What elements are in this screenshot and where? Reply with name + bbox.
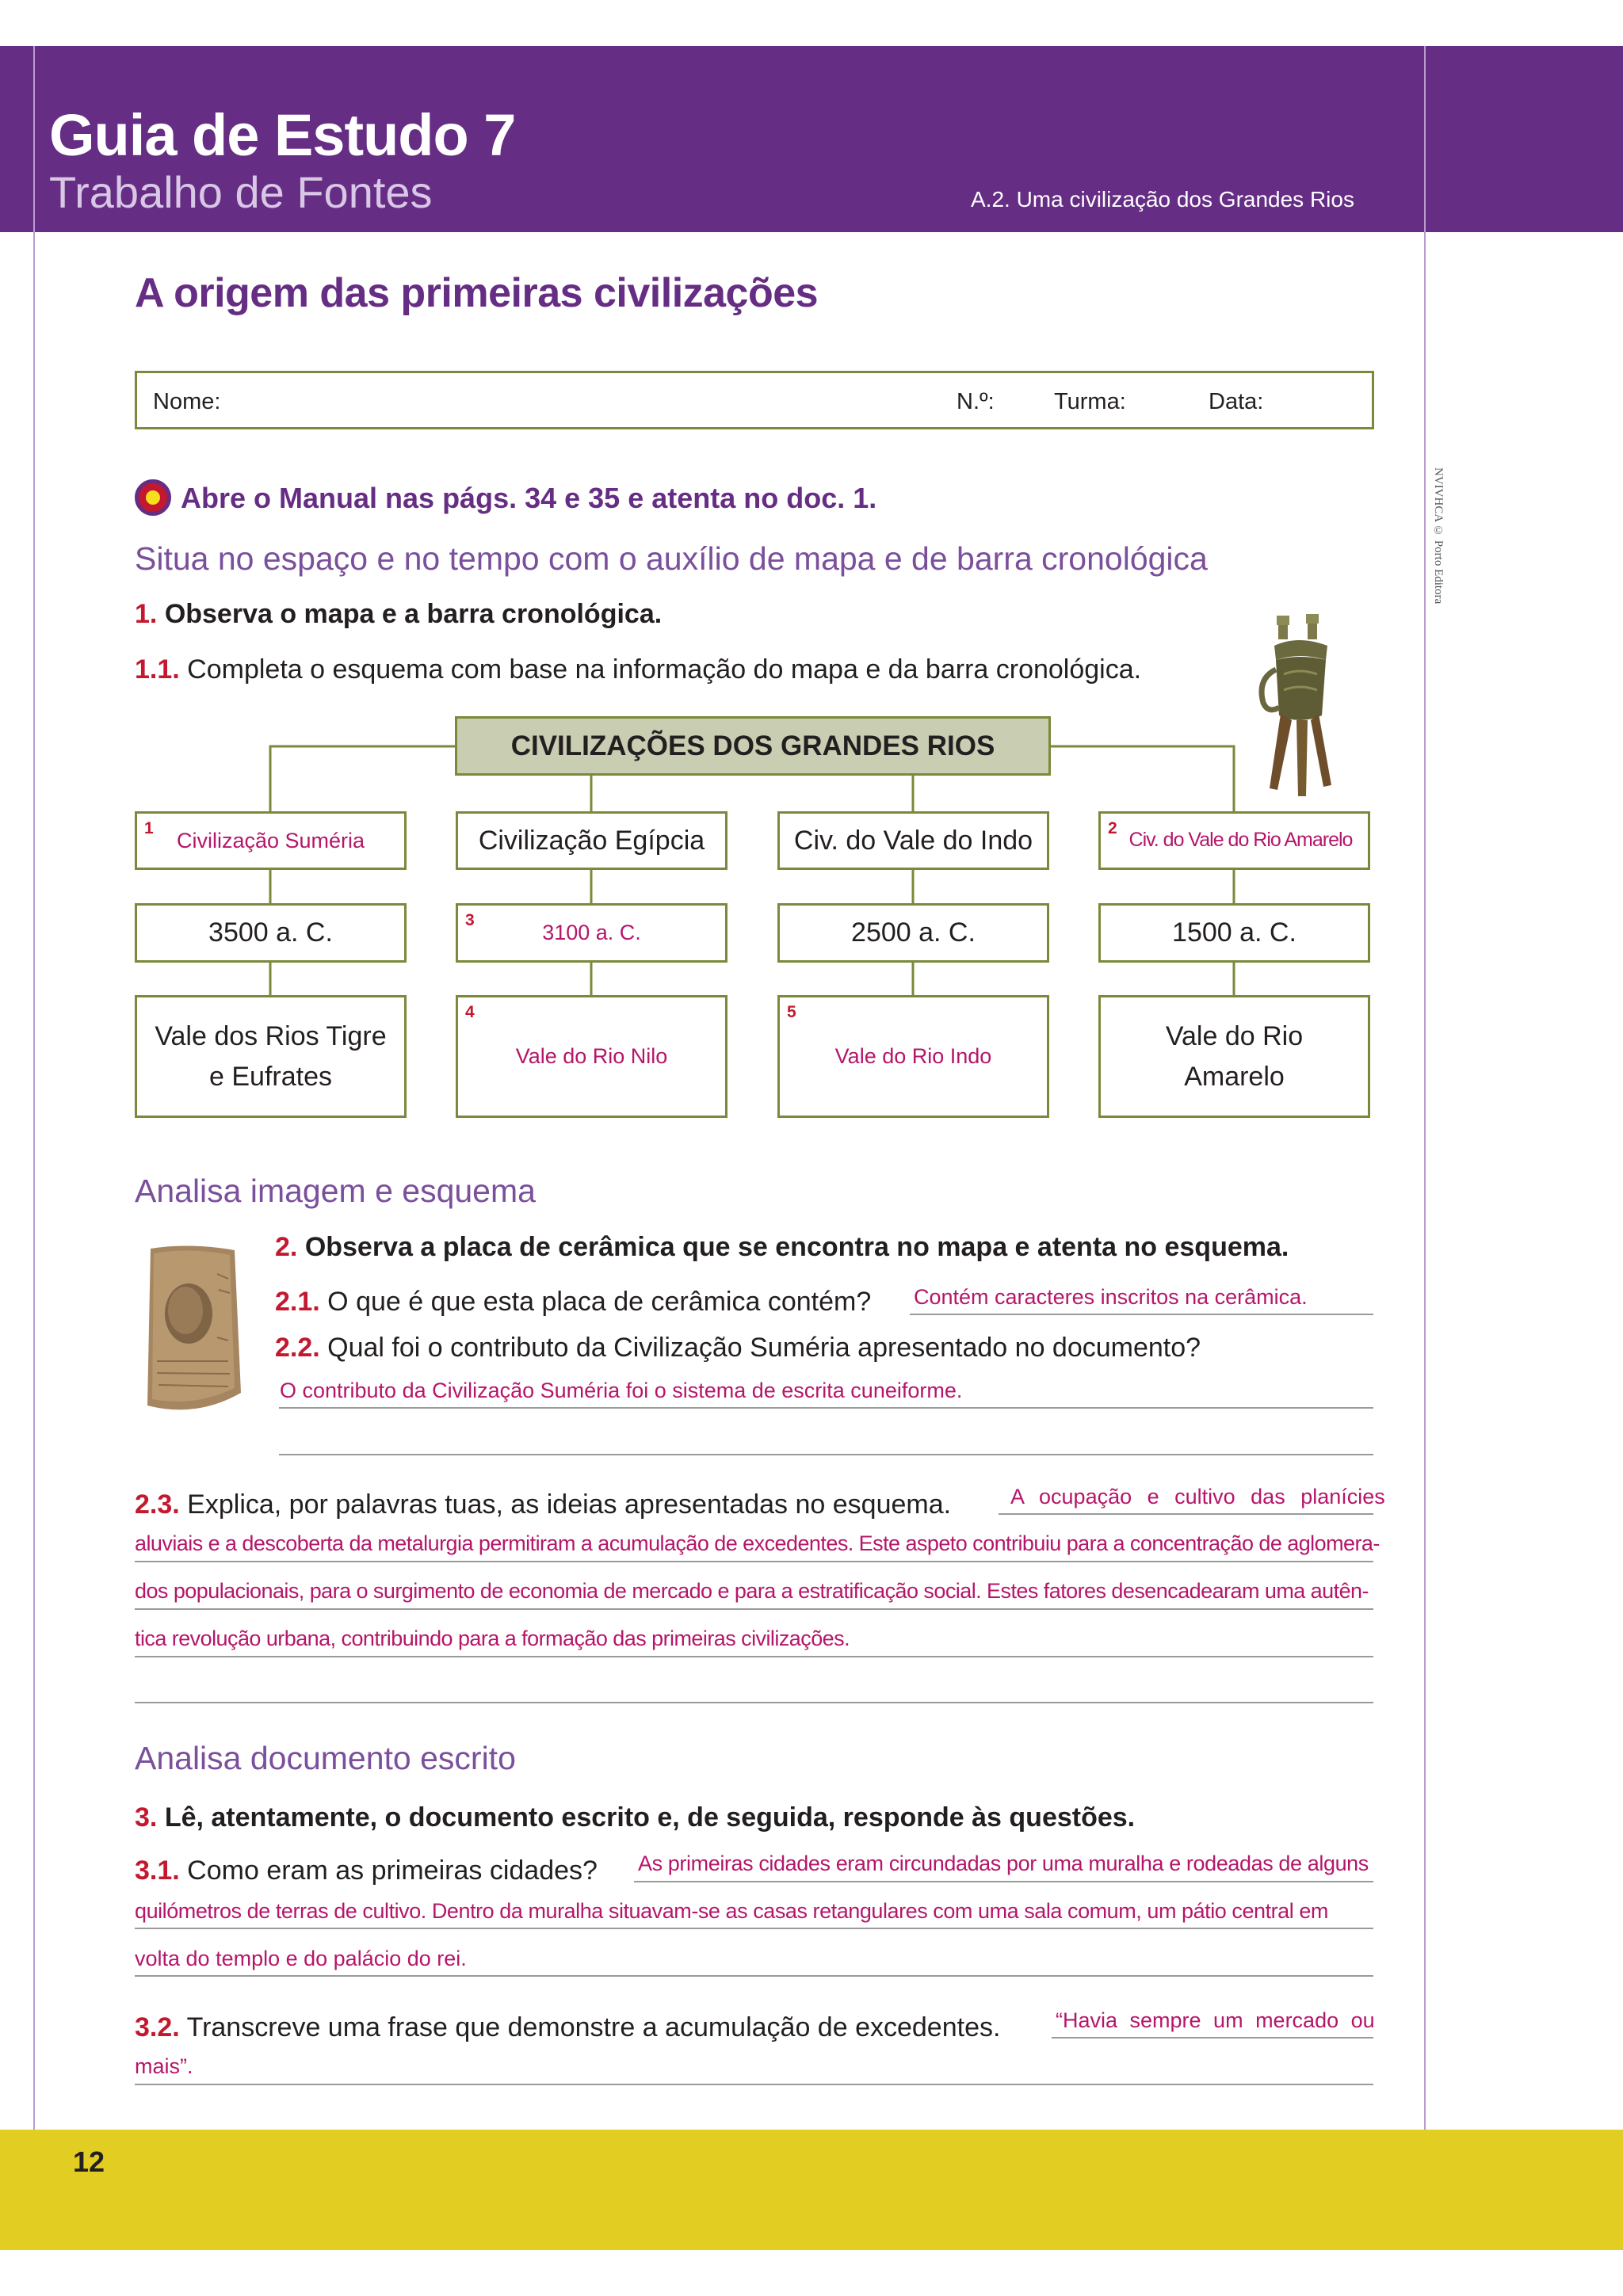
footer-band [0, 2130, 1623, 2250]
question-3-1-number: 3.1. [135, 1855, 180, 1886]
question-1 [135, 599, 662, 630]
bronze-vessel-image [1252, 614, 1347, 800]
section-heading-written-document: Analisa documento escrito [135, 1740, 516, 1776]
civ-box-egypt [456, 811, 727, 870]
answer-3-1-line-3: volta do templo e do palácio do rei. [135, 1947, 467, 1970]
answer-line [279, 1454, 1373, 1455]
class-label: Turma: [1054, 389, 1126, 414]
civ-date: 3100 a. C. [542, 921, 641, 945]
answer-2-3-line-2: aluviais e a descoberta da metalurgia permitiram a acumulação de excedentes. Este aspeto contribuiu para a concentração de aglomera- [135, 1531, 1380, 1555]
page-title: A origem das primeiras civilizações [135, 270, 819, 316]
answer-line [1052, 2037, 1373, 2039]
civ-box-yellow-river [1098, 811, 1370, 870]
question-1-text: Observa o mapa e a barra cronológica. [164, 599, 663, 629]
answer-line [135, 1928, 1373, 1929]
answer-line [135, 1561, 1373, 1562]
answer-line [135, 1608, 1373, 1610]
answer-2-1: Contém caracteres inscritos na cerâmica. [914, 1285, 1308, 1309]
answer-line [634, 1881, 1373, 1882]
date-box-indus [777, 903, 1049, 963]
box-number: 5 [787, 1003, 796, 1021]
question-2-1 [275, 1287, 871, 1318]
place-box-yellow-river [1098, 995, 1370, 1118]
civ-box-indus [777, 811, 1049, 870]
answer-3-2-line-1: “Havia sempre um mercado ou [1056, 2008, 1375, 2032]
unit-reference: A.2. Uma civilização dos Grandes Rios [971, 187, 1354, 212]
place-box-indus [777, 995, 1049, 1118]
civ-place: Vale dos Rios Tigre e Eufrates [155, 1020, 387, 1092]
answer-3-2-line-2: mais”. [135, 2054, 193, 2078]
question-1-number: 1. [135, 599, 158, 629]
question-2-1-number: 2.1. [275, 1287, 320, 1317]
answer-line [135, 1702, 1373, 1703]
answer-2-3-line-3: dos populacionais, para o surgimento de economia de mercado e para a estratificação social. Estes fatores desencadearam uma autên- [135, 1579, 1369, 1603]
civ-name: Civilização Suméria [176, 828, 365, 852]
civ-date: 2500 a. C. [851, 917, 976, 948]
civ-name: Civilização Egípcia [478, 825, 705, 856]
place-box-egypt [456, 995, 727, 1118]
civ-name: Civ. do Vale do Rio Amarelo [1128, 829, 1353, 852]
student-id-box [135, 371, 1374, 429]
civ-place: Vale do Rio Indo [834, 1044, 992, 1069]
question-2 [275, 1232, 1289, 1263]
question-2-2-number: 2.2. [275, 1333, 320, 1363]
box-number: 2 [1108, 819, 1117, 837]
answer-3-1-line-2: quilómetros de terras de cultivo. Dentro da muralha situavam-se as casas retangulares com uma sala comum, um pátio central em [135, 1899, 1328, 1923]
date-box-yellow-river [1098, 903, 1370, 963]
question-2-2 [275, 1333, 1201, 1363]
question-2-3-number: 2.3. [135, 1489, 180, 1520]
copyright-note: NVIVHCA © Porto Editora [1432, 467, 1445, 605]
question-2-3-text: Explica, por palavras tuas, as ideias apresentadas no esquema. [187, 1489, 952, 1520]
question-3-2 [135, 2012, 1000, 2043]
answer-line [135, 1975, 1373, 1977]
guide-title: Guia de Estudo 7 [49, 102, 516, 168]
answer-line [279, 1407, 1373, 1409]
number-label: N.º: [957, 389, 995, 414]
question-3-1 [135, 1855, 598, 1886]
question-3-2-number: 3.2. [135, 2012, 180, 2042]
answer-2-2: O contributo da Civilização Suméria foi o sistema de escrita cuneiforme. [280, 1379, 963, 1402]
question-3-2-text: Transcreve uma frase que demonstre a acumulação de excedentes. [186, 2012, 1001, 2042]
answer-2-3-line-1: A ocupação e cultivo das planícies [1010, 1485, 1385, 1508]
date-label: Data: [1209, 389, 1264, 414]
answer-2-3-line-4: tica revolução urbana, contribuindo para a formação das primeiras civilizações. [135, 1627, 850, 1650]
question-2-number: 2. [275, 1232, 298, 1262]
box-number: 4 [465, 1003, 475, 1021]
answer-line [999, 1513, 1373, 1515]
date-box-sumeria [135, 903, 407, 963]
diagram-title: CIVILIZAÇÕES DOS GRANDES RIOS [455, 716, 1051, 776]
civ-place: Vale do Rio Nilo [515, 1044, 668, 1069]
civ-date: 1500 a. C. [1172, 917, 1296, 948]
question-2-2-text: Qual foi o contributo da Civilização Suméria apresentado no documento? [327, 1333, 1201, 1363]
civ-box-sumeria [135, 811, 407, 870]
civ-date: 3500 a. C. [208, 917, 333, 948]
question-2-text: Observa a placa de cerâmica que se encontra no mapa e atenta no esquema. [304, 1232, 1289, 1262]
question-1-1-text: Completa o esquema com base na informação do mapa e da barra cronológica. [187, 654, 1142, 685]
question-3 [135, 1802, 1135, 1833]
question-1-1-number: 1.1. [135, 654, 180, 685]
question-2-1-text: O que é que esta placa de cerâmica contém? [327, 1287, 872, 1317]
page-number: 12 [73, 2145, 105, 2178]
question-1-1 [135, 654, 1141, 685]
right-margin-line [1424, 46, 1426, 2250]
question-2-3 [135, 1489, 951, 1520]
manual-instruction: Abre o Manual nas págs. 34 e 35 e atenta no doc. 1. [181, 482, 877, 514]
date-box-egypt [456, 903, 727, 963]
box-number: 1 [144, 819, 154, 837]
left-margin-line [33, 46, 35, 2250]
answer-line [135, 1656, 1373, 1657]
answer-3-1-line-1: As primeiras cidades eram circundadas por uma muralha e rodeadas de alguns [638, 1852, 1369, 1875]
answer-line [910, 1314, 1373, 1315]
section-heading-image-scheme: Analisa imagem e esquema [135, 1173, 536, 1209]
civ-place: Vale do Rio Amarelo [1165, 1020, 1304, 1092]
guide-subtitle: Trabalho de Fontes [49, 167, 433, 217]
box-number: 3 [465, 911, 475, 929]
question-3-number: 3. [135, 1802, 158, 1833]
answer-line [135, 2084, 1373, 2085]
name-label: Nome: [153, 389, 221, 414]
clay-tablet-image [141, 1242, 246, 1418]
civ-name: Civ. do Vale do Indo [793, 825, 1033, 856]
section-heading-space-time: Situa no espaço e no tempo com o auxílio de mapa e de barra cronológica [135, 540, 1208, 577]
question-3-text: Lê, atentamente, o documento escrito e, de seguida, responde às questões. [164, 1802, 1136, 1833]
place-box-sumeria [135, 995, 407, 1118]
target-bullet-icon [135, 479, 171, 516]
question-3-1-text: Como eram as primeiras cidades? [187, 1855, 598, 1886]
